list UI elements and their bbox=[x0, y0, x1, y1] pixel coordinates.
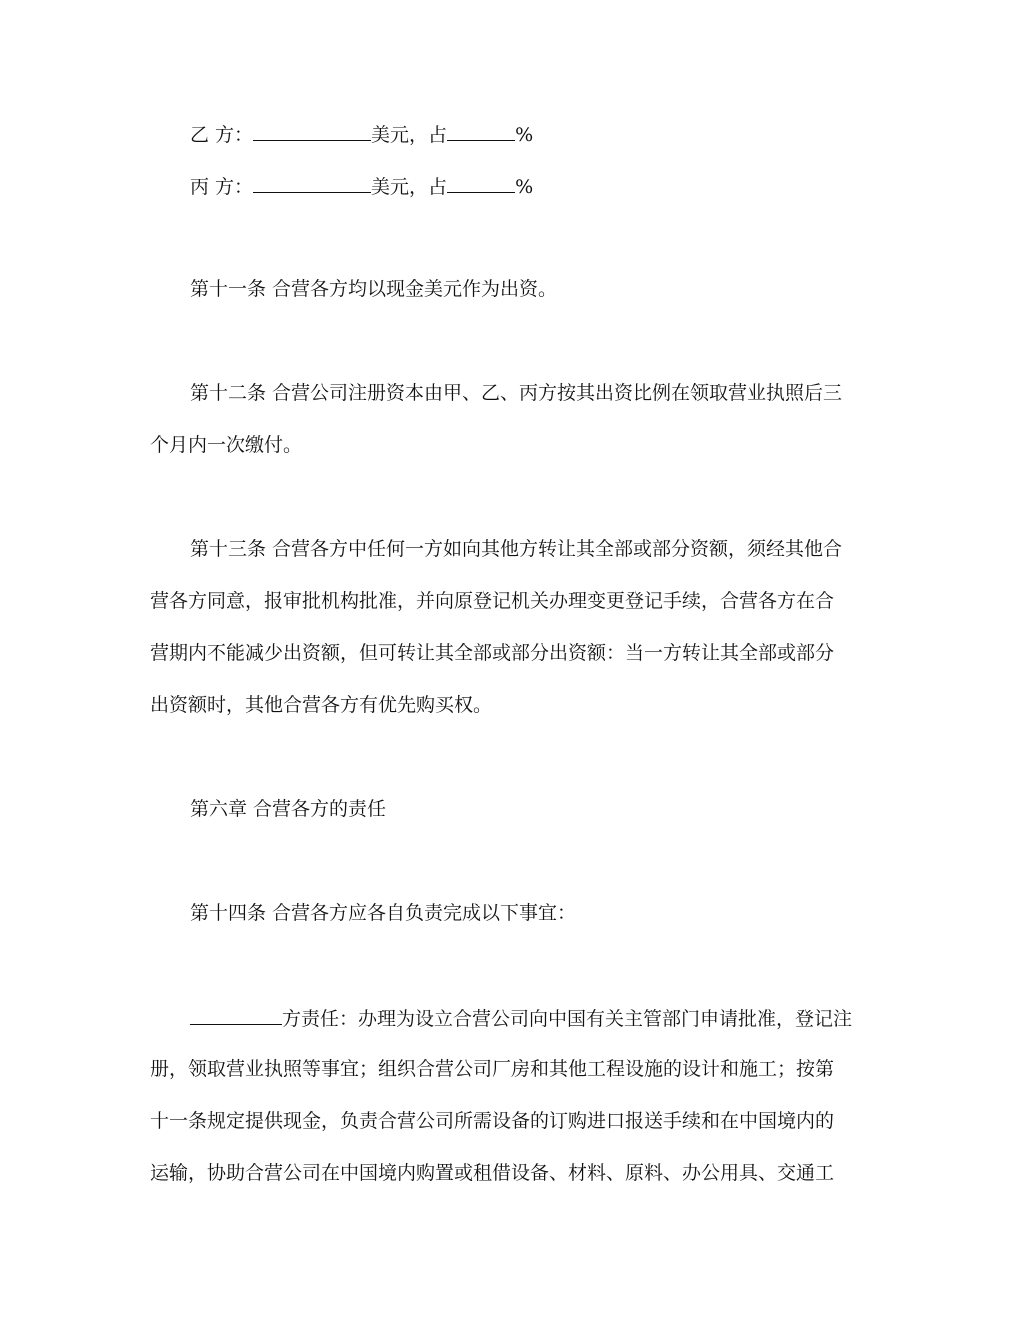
chapter-6-heading: 第六章 合营各方的责任 bbox=[190, 798, 387, 820]
party-c-percent-blank bbox=[447, 174, 515, 193]
article-12-line: 个月内一次缴付。 bbox=[150, 434, 303, 456]
usd-occupy-text: 美元，占 bbox=[371, 176, 448, 198]
article-11: 第十一条 合营各方均以现金美元作为出资。 bbox=[190, 278, 558, 300]
party-c-contribution-line bbox=[190, 174, 533, 198]
article-13-line: 营各方同意，报审批机构批准，并向原登记机关办理变更登记手续，合营各方在合 bbox=[150, 590, 835, 612]
percent-sign: % bbox=[515, 124, 534, 146]
party-c-label: 丙 方： bbox=[190, 176, 254, 198]
usd-occupy-text: 美元，占 bbox=[371, 124, 448, 146]
party-b-contribution-line bbox=[190, 122, 533, 146]
article-13-line: 出资额时，其他合营各方有优先购买权。 bbox=[150, 694, 493, 716]
responsibility-line: 十一条规定提供现金，负责合营公司所需设备的订购进口报送手续和在中国境内的 bbox=[150, 1110, 835, 1132]
party-b-percent-blank bbox=[447, 122, 515, 141]
responsibility-line: 运输，协助合营公司在中国境内购置或租借设备、材料、原料、办公用具、交通工 bbox=[150, 1162, 835, 1184]
article-12-line: 第十二条 合营公司注册资本由甲、乙、丙方按其出资比例在领取营业执照后三 bbox=[190, 382, 843, 404]
party-c-amount-blank bbox=[253, 174, 371, 193]
party-b-label: 乙 方： bbox=[190, 124, 254, 146]
article-13-line: 第十三条 合营各方中任何一方如向其他方转让其全部或部分资额，须经其他合 bbox=[190, 538, 843, 560]
percent-sign: % bbox=[515, 176, 534, 198]
responsibility-text: 方责任：办理为设立合营公司向中国有关主管部门申请批准，登记注 bbox=[282, 1008, 853, 1030]
party-name-blank bbox=[190, 1006, 282, 1025]
responsibility-line: 册，领取营业执照等事宜；组织合营公司厂房和其他工程设施的设计和施工；按第 bbox=[150, 1058, 835, 1080]
article-13-line: 营期内不能减少出资额，但可转让其全部或部分出资额：当一方转让其全部或部分 bbox=[150, 642, 835, 664]
responsibility-first-line bbox=[190, 1006, 852, 1030]
article-14: 第十四条 合营各方应各自负责完成以下事宜： bbox=[190, 902, 577, 924]
party-b-amount-blank bbox=[253, 122, 371, 141]
